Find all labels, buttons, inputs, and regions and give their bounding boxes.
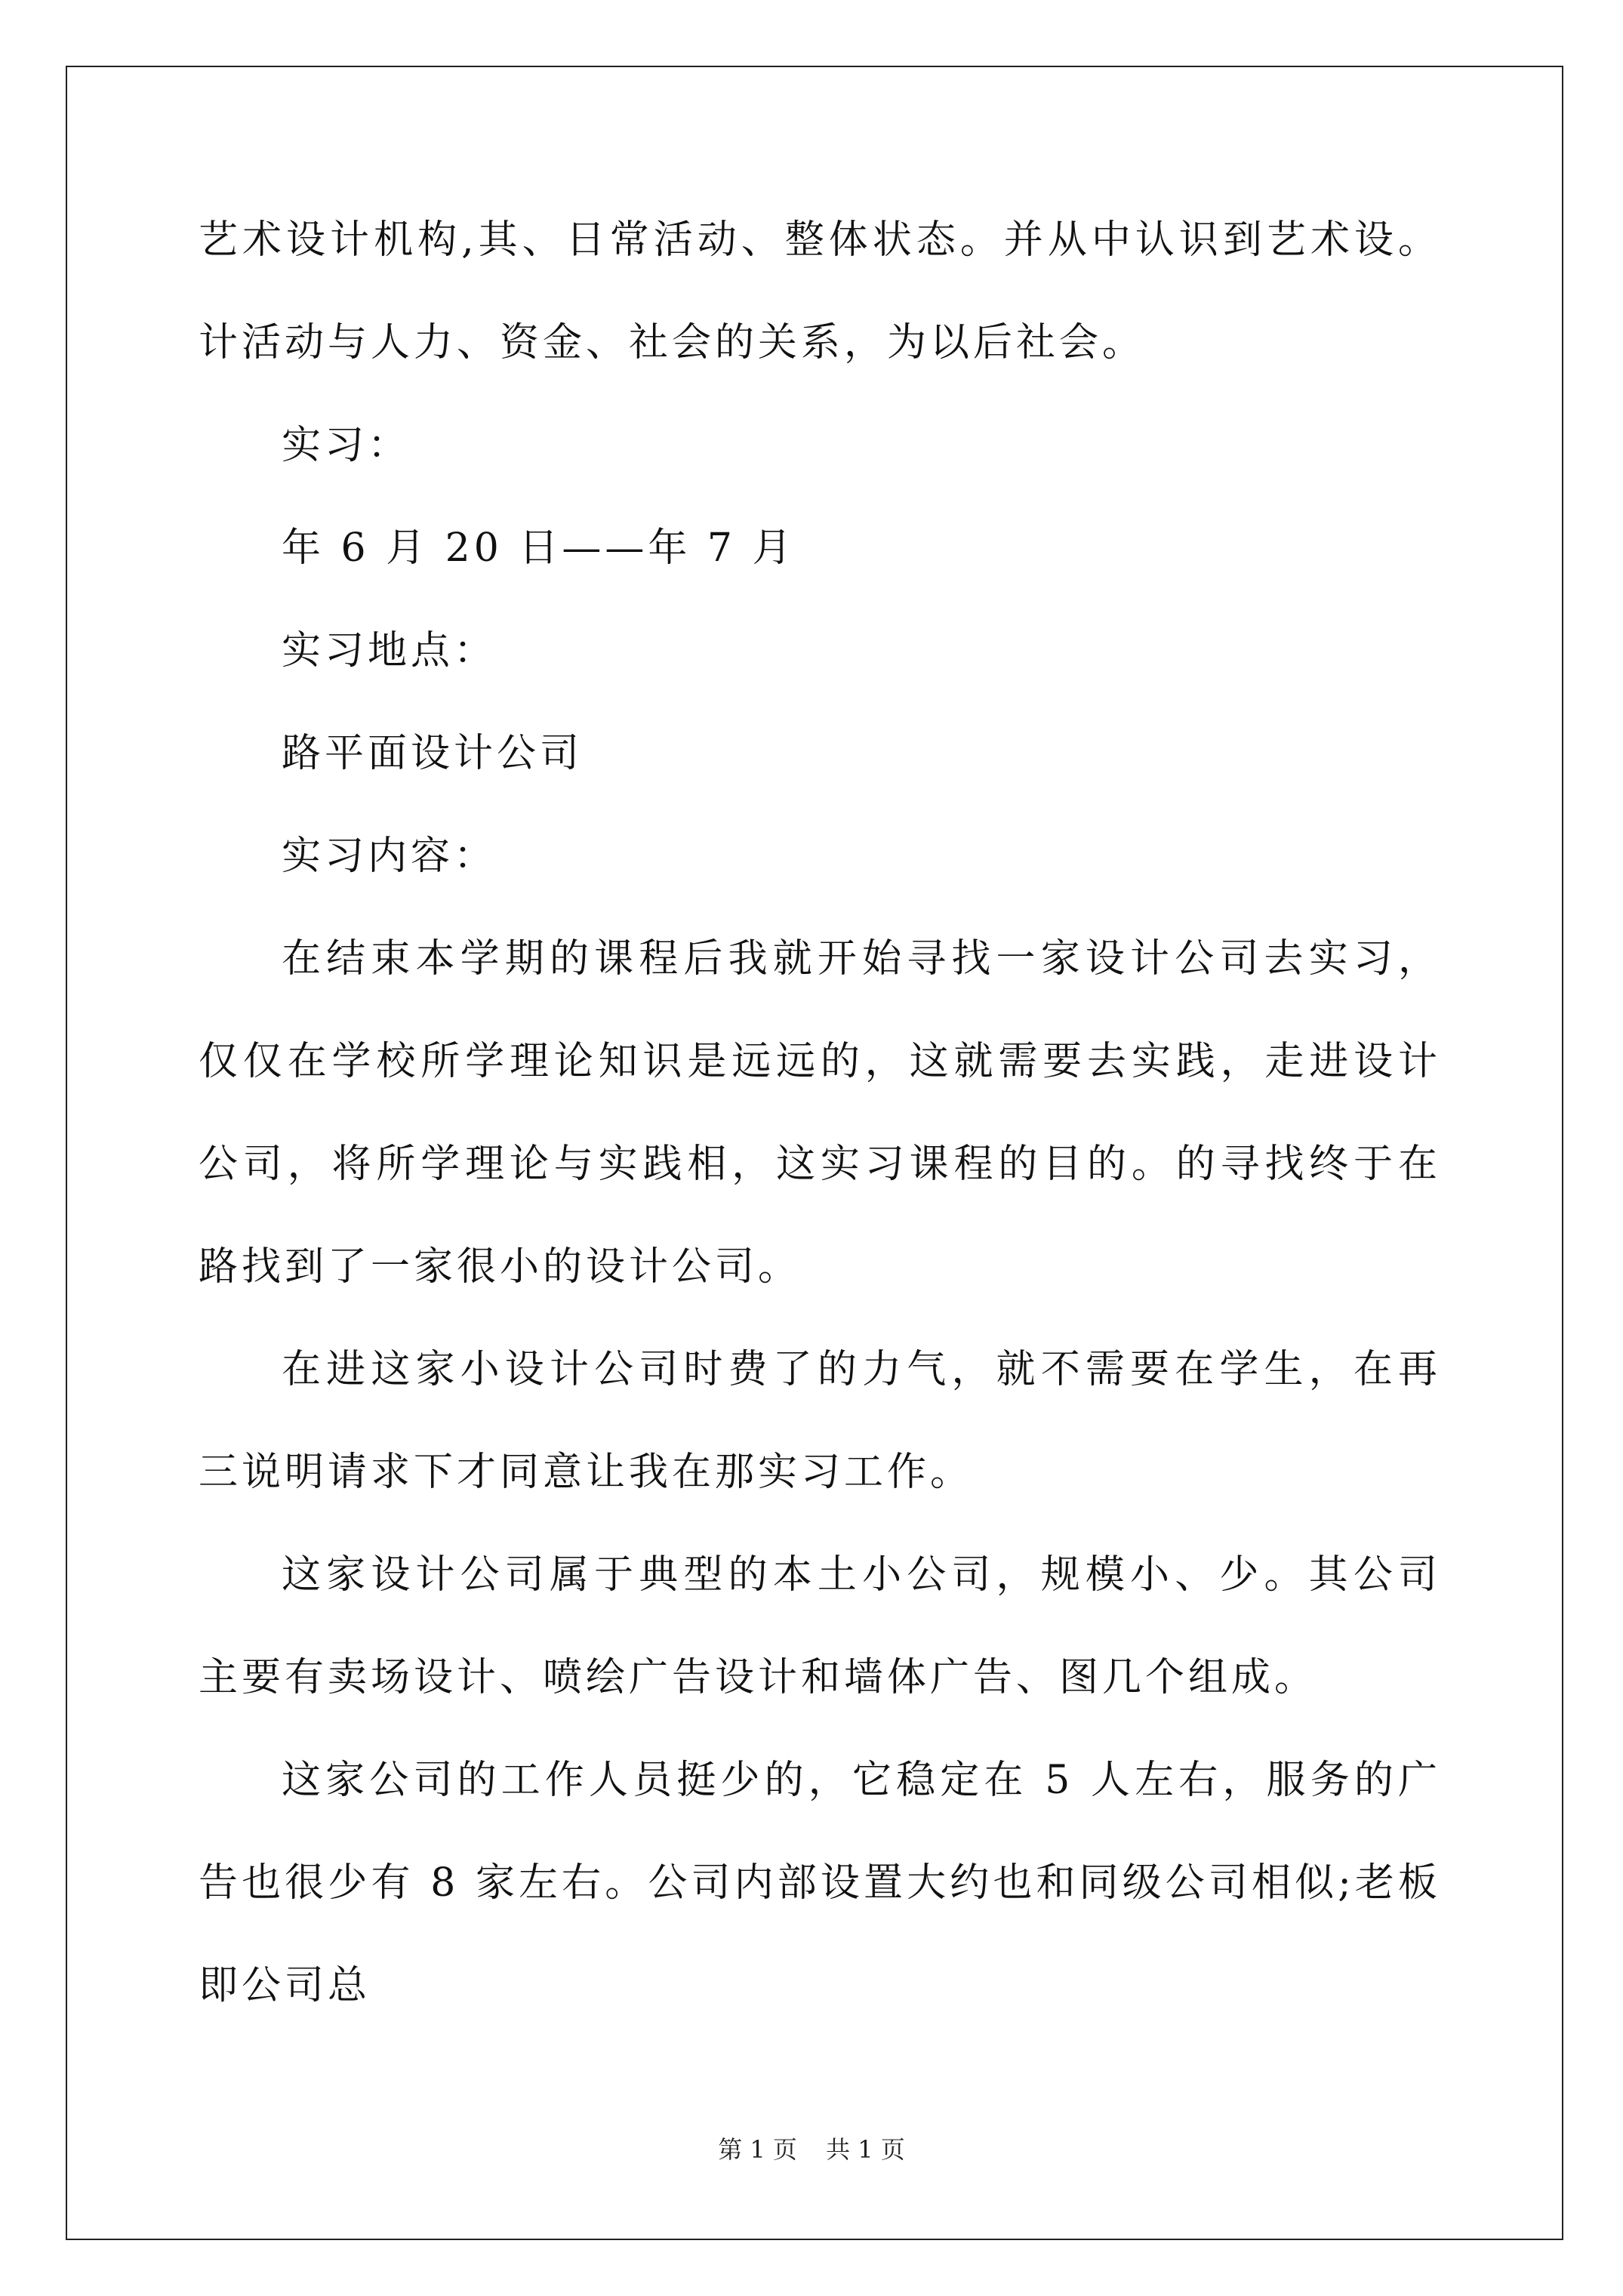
paragraph-location: 路平面设计公司 [282,731,584,776]
paragraph-internship-label: 实习： [282,423,411,468]
page-footer [0,2131,1623,2165]
paragraph-intro: 艺术设计机构,其、日常活动、整体状态。并从中认识到艺术设。计活动与人力、资金、社会的关系，为以后社会。 [199,217,1441,365]
paragraph-entering-company: 在进这家小设计公司时费了的力气，就不需要在学生，在再三说明请求下才同意让我在那实习工作。 [199,1347,1441,1495]
page-total: 共 1 页 [826,2135,905,2164]
paragraph-search-company: 在结束本学期的课程后我就开始寻找一家设计公司去实习，仅仅在学校所学理论知识是远远的，这就需要去实践，走进设计公司，将所学理论与实践相，这实习课程的目的。的寻找终于在路找到了一家很小的设计公司。 [199,936,1441,1290]
page-number: 第 1 页 [718,2135,797,2164]
document-body [199,189,1441,2037]
paragraph-internship-dates: 年 6 月 20 日——年 7 月 [282,525,796,571]
paragraph-company-staff: 这家公司的工作人员挺少的，它稳定在 5 人左右，服务的广告也很少有 8 家左右。公司内部设置大约也和同级公司相似;老板即公司总 [199,1758,1441,2008]
paragraph-company-structure: 这家设计公司属于典型的本土小公司，规模小、少。其公司主要有卖场设计、喷绘广告设计和墙体广告、图几个组成。 [199,1552,1441,1700]
paragraph-location-label: 实习地点： [282,628,497,673]
paragraph-content-label: 实习内容： [282,834,497,879]
